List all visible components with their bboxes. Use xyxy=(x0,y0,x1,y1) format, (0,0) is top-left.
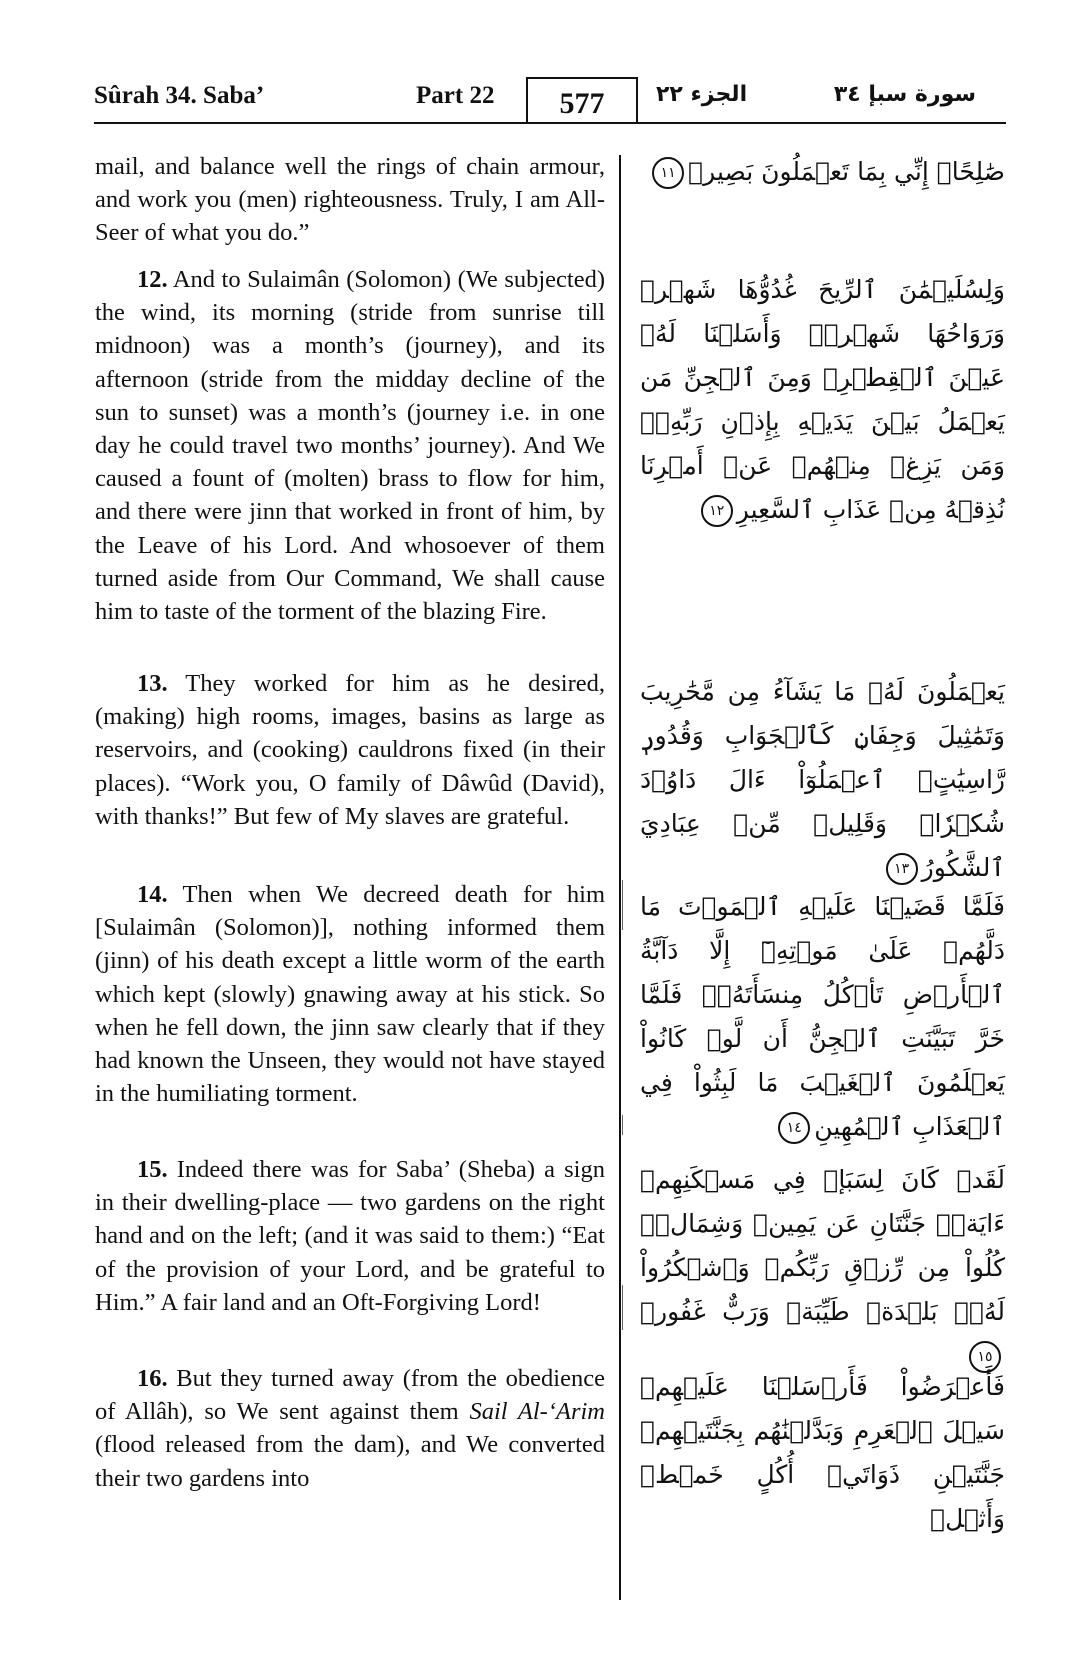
arabic-verse-13: يَعۡمَلُونَ لَهُۥ مَا يَشَآءُ مِن مَّحَٰرِيبَ وَتَمَٰثِيلَ وَجِفَانٖ كَٱلۡجَوَابِ وَقُدُورٖ رَّاسِيَٰتٍۚ ٱعۡمَلُوٓاْ ءَالَ دَاوُۥدَ شُكۡرٗاۚ وَقَلِيلٞ مِّنۡ عِبَادِيَ ٱلشَّكُورُ١٣ xyxy=(640,670,1005,890)
ayah-number-marker: ١٢ xyxy=(701,495,733,527)
ayah-number-marker: ١٤ xyxy=(778,1112,810,1144)
verse-13-translation: 13. They worked for him as he desired, (making) high rooms, images, basins as large as reservoirs, and (cooking) cauldrons fixed (in their places). “Work you, O family of Dâwûd (David), with thanks!” But few of My slaves are grateful. xyxy=(95,670,605,830)
verse-16-translation: 16. But they turned away (from the obedience of Allâh), so We sent against them Sail Al-‘Arim (flood released from the dam), and We converted their two gardens into xyxy=(95,1365,605,1492)
ayah-number-marker: ١٣ xyxy=(886,853,918,885)
surah-title-arabic: سورة سبإ ٣٤ xyxy=(833,82,976,107)
margin-mark xyxy=(622,1285,623,1330)
ayah-number-marker: ١٥ xyxy=(969,1341,1001,1373)
margin-mark xyxy=(622,880,623,930)
arabic-verse-12: وَلِسُلَيۡمَٰنَ ٱلرِّيحَ غُدُوُّهَا شَهۡرٞ وَرَوَاحُهَا شَهۡرٞۖ وَأَسَلۡنَا لَهُۥ عَيۡنَ ٱلۡقِطۡرِۖ وَمِنَ ٱلۡجِنِّ مَن يَعۡمَلُ بَيۡنَ يَدَيۡهِ بِإِذۡنِ رَبِّهِۦۖ وَمَن يَزِغۡ مِنۡهُمۡ عَنۡ أَمۡرِنَا نُذِقۡهُ مِنۡ عَذَابِ ٱلسَّعِيرِ١٢ xyxy=(640,268,1005,532)
verse-number: 13. xyxy=(137,670,168,697)
arabic-verse-11: صَٰلِحًاۖ إِنِّي بِمَا تَعۡمَلُونَ بَصِيرٞ١١ xyxy=(640,150,1005,194)
verse-14-translation: 14. Then when We decreed death for him [Sulaimân (Solomon)], nothing informed them (jinn) of his death except a little worm of the earth which kept (slowly) gnawing away at his stick. So when he fell down, the jinn saw clearly that if they had known the Unseen, they would not have stayed in the humiliating torment. xyxy=(95,881,605,1108)
verse-11-translation: mail, and balance well the rings of chain armour, and work you (men) righteousness. Truly, I am All-Seer of what you do.” xyxy=(95,153,605,247)
page-number: 577 xyxy=(526,77,638,122)
page-header xyxy=(94,72,1006,124)
verse-15-translation: 15. Indeed there was for Saba’ (Sheba) a sign in their dwelling-place — two gardens on the right hand and on the left; (and it was said to them:) “Eat of the provision of your Lord, and be grateful to Him.” A fair land and an Oft-Forgiving Lord! xyxy=(95,1156,605,1316)
verse-number: 12. xyxy=(137,266,168,293)
arabic-verse-14: فَلَمَّا قَضَيۡنَا عَلَيۡهِ ٱلۡمَوۡتَ مَا دَلَّهُمۡ عَلَىٰ مَوۡتِهِۦٓ إِلَّا دَآبَّةُ ٱلۡأَرۡضِ تَأۡكُلُ مِنسَأَتَهُۥۖ فَلَمَّا خَرَّ تَبَيَّنَتِ ٱلۡجِنُّ أَن لَّوۡ كَانُواْ يَعۡلَمُونَ ٱلۡغَيۡبَ مَا لَبِثُواْ فِي ٱلۡعَذَابِ ٱلۡمُهِينِ١٤ xyxy=(640,885,1005,1149)
surah-title-english: Sûrah 34. Saba’ xyxy=(94,82,265,109)
part-label-arabic: الجزء ٢٢ xyxy=(656,82,748,107)
verse-number: 15. xyxy=(137,1156,168,1183)
part-label-english: Part 22 xyxy=(416,82,495,109)
arabic-verse-16: فَأَعۡرَضُواْ فَأَرۡسَلۡنَا عَلَيۡهِمۡ سَيۡلَ ٱلۡعَرِمِ وَبَدَّلۡنَٰهُم بِجَنَّتَيۡهِمۡ جَنَّتَيۡنِ ذَوَاتَيۡ أُكُلٍ خَمۡطٖ وَأَثۡلٖ xyxy=(640,1372,1005,1533)
verse-number: 16. xyxy=(137,1365,168,1392)
arabic-verse-15: لَقَدۡ كَانَ لِسَبَإٖ فِي مَسۡكَنِهِمۡ ءَايَةٞۖ جَنَّتَانِ عَن يَمِينٖ وَشِمَالٖۖ كُلُواْ مِن رِّزۡقِ رَبِّكُمۡ وَٱشۡكُرُواْ لَهُۥۚ بَلۡدَةٞ طَيِّبَةٞ وَرَبٌّ غَفُورٞ١٥ xyxy=(640,1158,1005,1378)
ayah-number-marker: ١١ xyxy=(652,157,684,189)
margin-mark xyxy=(622,1115,623,1135)
verse-number: 14. xyxy=(137,881,168,908)
verse-12-translation: 12. And to Sulaimân (Solomon) (We subjected) the wind, its morning (stride from sunrise till midnoon) was a month’s (journey), and its afternoon (stride from the midday decline of the sun to sunset) was a month’s (journey i.e. in one day he could travel two months’ journey). And We caused a fount of (molten) brass to flow for him, and there were jinn that worked in front of him, by the Leave of his Lord. And whosoever of them turned aside from Our Command, We shall cause him to taste of the torment of the blazing Fire. xyxy=(95,266,605,626)
column-divider xyxy=(619,155,621,1600)
